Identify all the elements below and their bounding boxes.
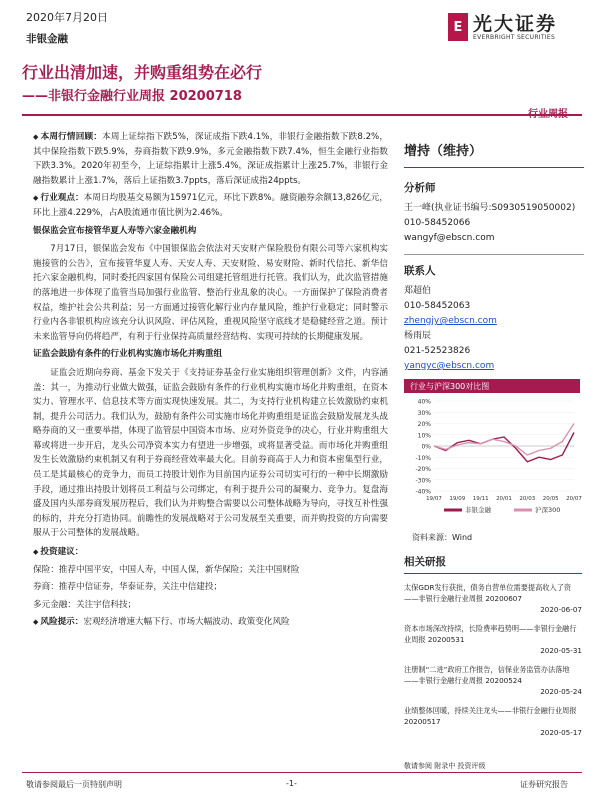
related-item-date: 2020-05-31 [540, 646, 582, 655]
chart-ytick-label: 10% [417, 432, 431, 440]
main-column [33, 130, 388, 633]
related-research [404, 554, 582, 738]
logo-mark-icon: E [448, 13, 468, 41]
related-item-title: 资本市场深改持续，长险费率趋势明——非银行金融行业周报 20200531 [404, 624, 577, 644]
market-review-text: 本周上证综指下跌5%，深证成指下跌4.1%，非银行金融指数下跌8.2%，其中保险指数下跌5.9%，券商指数下跌9.9%，多元金融指数下跌7.4%，恒生金融行业指数下跌3.3%。2020年初至今，上证综指累计上涨5.4%，深证成指累计上涨25.7%，非银行金融指数累计上涨1.7%，落后上证指数3.7ppts，落后深证成指24ppts。 [33, 132, 388, 186]
invest-advice-heading [33, 545, 388, 560]
chart-xtick-label: 20/03 [519, 496, 536, 502]
chart-source: 资料来源：Wind [412, 533, 473, 542]
related-divider [404, 573, 582, 574]
chart-title: 行业与沪深300对比图 [404, 379, 580, 393]
contact1-email-link[interactable]: zhengjy@ebscn.com [404, 316, 497, 326]
contact1-phone: 010-58452063 [404, 301, 471, 311]
report-type-tag [528, 105, 568, 120]
analyst-name: 王一峰(执业证书编号:S0930519050002) [404, 203, 576, 213]
chart-ytick-label: -40% [415, 488, 431, 496]
chart-legend-label: 非银金融 [465, 506, 491, 514]
report-subtitle: ——非银行金融行业周报 20200718 [22, 89, 242, 104]
section2-title: 证监会鼓励有条件的行业机构实施市场化并购重组 [33, 349, 223, 360]
logo-name: 光大证券 [473, 12, 558, 35]
invest-insurance: 保险：推荐中国平安，中国人寿，中国人保，新华保险；关注中国财险 [33, 564, 300, 575]
report-date: 2020年7月20日 [26, 11, 108, 24]
invest-advice-label: ◆ 投资建议： [33, 547, 83, 557]
logo-english: EVERBRIGHT SECURITIES [473, 33, 556, 41]
contact2-phone: 021-52523826 [404, 346, 471, 356]
section1-title: 银保监会宣布接管华夏人寿等六家金融机构 [33, 225, 197, 236]
contact2-email-link[interactable]: yangyc@ebscn.com [404, 361, 495, 371]
industry-data-paragraph [33, 191, 388, 220]
chart-ytick-label: 40% [417, 398, 431, 406]
related-item-title: 业绩整体回暖，持续关注龙头——非银行金融行业周报 20200517 [404, 706, 577, 726]
section1-text: 7月17日，银保监会发布《中国银保监会依法对天安财产保险股份有限公司等六家机构实施接管的公告》，宣布接管华夏人寿、天安人寿、天安财险、易安财险、新时代信托、新华信托六家金融机构，同时委托四家国有保险公司组建托管组进行托管。我们认为，此次监管措施的落地进一步体现了监管当局加强行业监管、整治行业乱象的决心。一方面保护了保险消费者权益，维护社会公共利益；另一方面通过接管化解行业内存量风险，维护行业稳定；同时警示行业内各非银机构应该充分认识风险、评估风险，重视风险坚守底线才是稳健经营之道。预计未来监管导向仍将趋严，有利于行业保持高质量经营结构、实现可持续的长期健康发展。 [33, 244, 388, 342]
chart-ytick-label: -10% [415, 454, 431, 462]
contact1-name: 郑超伯 [404, 286, 432, 296]
page-number: -1- [286, 779, 297, 788]
chart-xtick-label: 20/01 [496, 496, 512, 502]
contact2-name: 杨雨辰 [404, 331, 432, 341]
contact-heading: 联系人 [404, 265, 436, 277]
chart-ytick-label: -20% [415, 466, 431, 473]
chart-ytick-label: -30% [415, 477, 431, 485]
chart-series-line [434, 424, 574, 456]
rating-divider [404, 167, 584, 168]
chart-ytick-label: 30% [417, 409, 431, 417]
market-review-label: ◆ 本周行情回顾： [33, 132, 102, 142]
chart-xtick-label: 20/07 [566, 496, 582, 502]
invest-diversified: 多元金融：关注宇信科技； [33, 599, 137, 610]
analyst-email: wangyf@ebscn.com [404, 233, 495, 243]
related-item-title: 太保GDR发行获批，债务自营单位需要提高收入了资——非银行金融行业周报 20200607 [404, 583, 572, 603]
analyst-phone: 010-58452066 [404, 218, 471, 228]
sector-label: 非银金融 [26, 33, 68, 45]
related-list [404, 582, 582, 738]
related-item[interactable] [404, 705, 582, 738]
chart-xtick-label: 20/05 [542, 496, 559, 502]
footer-disclaimer: 敬请参阅最后一页特别声明 [26, 780, 122, 789]
related-heading: 相关研报 [404, 556, 446, 568]
title-divider [22, 114, 582, 116]
related-item-date: 2020-05-17 [540, 728, 582, 737]
section2-text: 证监会近期向券商、基金下发关于《支持证券基金行业实施组织管理创新》文件，内容涵盖：其一，为推动行业做大做强，证监会鼓励有条件的行业机构实施市场化并购重组，在资本实力、管理水平、信息技术等方面实现快速发展。其二，为支持行业机构建立长效激励约束机制，提升公司活力。我们认为，鼓励有条件公司实施市场化并购重组是证监会鼓励发展龙头战略券商的又一重要举措，体现了监管层中国资本市场、应对外资竞争的决心，行业并购重组大幕或将进一步开启，龙头公司净资本实力有望进一步增强，或将显著受益。而市场化并购重组发生长效激励约束机制又有利于券商经营效率最大化。目前券商高于人力和资本密集型行业，员工是其最核心的竞争力，而员工持股计划作为目前国内证券公司切实可行的一种中长期激励手段，通过推出持股计划将员工利益与公司绑定，有利于提升公司的凝聚力、竞争力。复盘海盛及国内头部券商发展历程后，我们认为并购整合需要以公司整体战略为导向，寻找互补性强的标的，并充分打造协同。前瞻性的发展战略对于公司发展至关重要，而并购投资的方向需要服从于公司整体的发展战略。 [33, 367, 388, 539]
rating: 增持（维持） [404, 144, 483, 159]
side-column [404, 130, 584, 374]
brand-logo [448, 8, 576, 46]
footer-label: 证券研究报告 [520, 780, 568, 789]
related-item-date: 2020-05-24 [540, 687, 582, 696]
chart-legend-label: 沪深300 [535, 506, 561, 514]
rating-note: 敬请参阅 附录中 投资评级 [404, 762, 486, 770]
chart-xtick-label: 19/11 [472, 496, 489, 502]
analyst-heading: 分析师 [404, 182, 436, 194]
industry-data-label: ◆ 行业观点： [33, 193, 84, 203]
industry-data-text: 本周日均股基交易额为15971亿元，环比下跌8%。融资融券余额13,826亿元，环比上涨4.229%，占A股流通市值比例为2.46%。 [33, 193, 388, 218]
footer-divider [22, 772, 582, 773]
related-item[interactable] [404, 582, 582, 615]
report-title: 行业出清加速，并购重组势在必行 [22, 63, 263, 82]
risk-text: 宏观经济增速大幅下行、市场大幅波动、政策变化风险 [83, 617, 290, 628]
chart-ytick-label: 0% [421, 443, 431, 451]
related-item[interactable] [404, 664, 582, 697]
related-item-date: 2020-06-07 [540, 605, 582, 614]
chart-xtick-label: 19/07 [426, 496, 442, 502]
invest-broker: 券商：推荐中信证券，华泰证券，关注中信建投； [33, 582, 223, 593]
market-review-paragraph [33, 130, 388, 188]
chart-xtick-label: 19/09 [449, 496, 466, 502]
related-item-title: 注册制“二进”政府工作报告，信保业务监管办法落地——非银行金融行业周报 20200524 [404, 665, 570, 685]
chart-svg [404, 393, 580, 519]
related-item[interactable] [404, 623, 582, 656]
chart-ytick-label: 20% [417, 421, 431, 428]
risk-label: ◆ 风险提示： [33, 617, 83, 627]
analyst-divider [404, 254, 584, 255]
performance-chart [404, 379, 580, 519]
risk-paragraph [33, 615, 388, 630]
